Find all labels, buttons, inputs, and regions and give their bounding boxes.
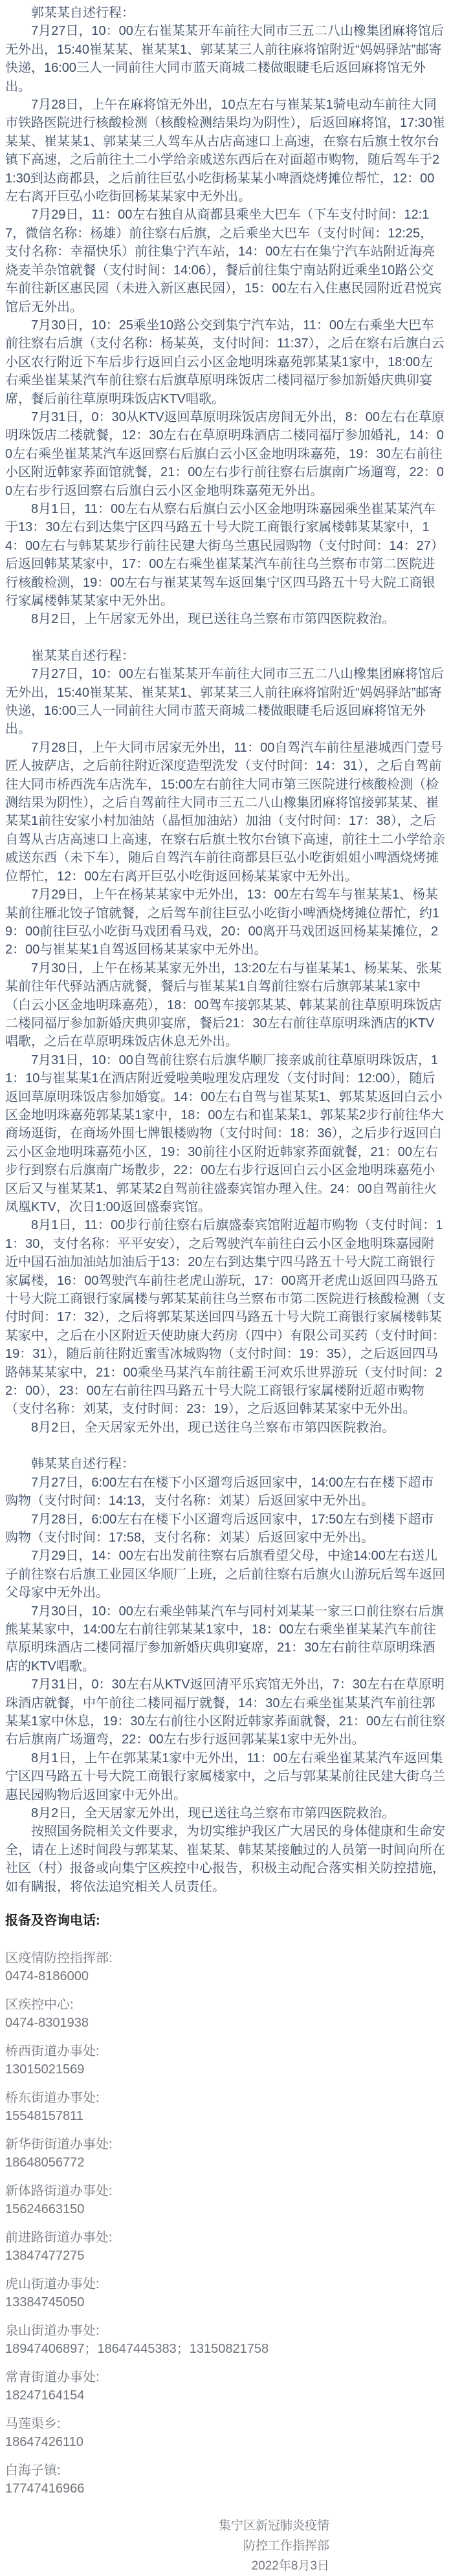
hotline-section-heading: 报备及咨询电话: xyxy=(5,1914,100,1928)
hotline-number: 13384745050 xyxy=(5,2295,85,2310)
hotline-number: 15548157811 xyxy=(5,2109,83,2124)
hotline-number: 17747416966 xyxy=(5,2482,85,2496)
hotline-label: 桥西街道办事处: xyxy=(5,2044,100,2059)
itinerary-paragraph: 8月1日，11：00左右从察右后旗白云小区金地明珠嘉园乘坐崔某某汽车于13：30左右到达集宁区四马路五十号大院工商银行家属楼韩某某家中，14：00左右与韩某某步行前往民建大街乌兰惠民园购物（支付时间：14：27）后返回韩某某家中，17：00左右乘坐崔某某汽车前往乌兰察布市第二医院进行核酸检测，19：00左右与崔某某驾车返回集宁区四马路五十号大院工商银行家属楼韩某某家中无外出。 xyxy=(5,501,444,608)
hotline-entry xyxy=(5,2042,446,2079)
hotline-entry xyxy=(5,2368,446,2405)
hotline-entry xyxy=(5,2415,446,2451)
itinerary-paragraph: 7月30日，10：00左右乘坐韩某汽车与同村刘某某一家三口前往察右后旗熊某某家中，14:00左右前往郭某某1家中，18：00左右乘坐崔某某汽车前往草原明珠酒店二楼同福厅参加新婚庆典卯宴席，21：30左右前往草原明珠酒店的KTV唱歌。 xyxy=(5,1604,444,1674)
hotline-number: 18247164154 xyxy=(5,2388,85,2403)
itinerary-paragraph: 8月2日，上午居家无外出，现已送往乌兰察布市第四医院救治。 xyxy=(31,612,395,627)
hotline-entry xyxy=(5,2461,446,2498)
hotline-label: 常青街道办事处: xyxy=(5,2370,100,2385)
hotline-list xyxy=(5,1949,446,2498)
itinerary-paragraph: 7月31日，0：30左右从KTV返回清平乐宾馆无外出，7：30左右在草原明珠酒店就餐，中午前往二楼同福厅就餐，14：30左右乘坐崔某某汽车前往郭某某1家中休息，19：30左右前往小区附近韩家荞面就餐，21：00左右前往察右后旗南广场遛弯，22：00左右步行返回郭某某1家中无外出。 xyxy=(5,1677,446,1747)
hotline-entry xyxy=(5,2275,446,2311)
hotline-number: 13015021569 xyxy=(5,2062,85,2077)
itinerary-paragraph: 7月31日，10：00自驾前往察右后旗华顺厂接亲戚前往草原明珠饭店，11：10与崔某某1在酒店附近爱啦美啦理发店理发（支付时间：12:00），随后返回草原明珠饭店参加婚宴。14：00左右自驾与崔某某1、郭某某返回白云小区金地明珠嘉苑郭某某1家中，18：00左右和崔某某1、郭某某2步行前往华大商场逛街，在商场外围七牌银楼购物（支付时间：18：36），之后步行返回白云小区金地明珠嘉苑小区，19：30前往小区附近韩家荞面就餐，21：00左右步行到察右后旗南广场散步，22：00左右步行返回白云小区金地明珠嘉苑小区后又与崔某某1、郭某某2自驾前往盛泰宾馆办理入住。24：00自驾前往火凤凰KTV，次日1:00返回盛泰宾馆。 xyxy=(5,1053,444,1214)
hotline-number: 15624663150 xyxy=(5,2202,85,2217)
hotline-entry xyxy=(5,1949,446,1985)
hotline-label: 泉山街道办事处: xyxy=(5,2324,100,2339)
itinerary-paragraph: 7月27日，10：00左右崔某某开车前往大同市三五二八山橡集团麻将馆后无外出，15:40崔某某、崔某某1、郭某某三人前往麻将馆附近“妈妈驿站”邮寄快递，16:00三人一同前往大同市蓝天商城二楼做眼睫毛后返回麻将馆无外出。 xyxy=(5,24,444,94)
hotline-entry xyxy=(5,2182,446,2218)
hotline-number: 18648056772 xyxy=(5,2156,85,2170)
itinerary-paragraph: 7月29日，11：00左右独自从商都县乘坐大巴车（下车支付时间：12:17，微信名称：杨雄）前往察右后旗，之后乘坐大巴车（支付时间：12:25，支付名称：幸福快乐）前往集宁汽车站，14：00左右在集宁汽车站附近海亮烧麦羊杂馆就餐（支付时间：14:06），餐后前往集宁南站附近乘坐10路公交车前往新区惠民园（未进入新区惠民园），15：00左右入住惠民园附近君悦宾馆后无外出。 xyxy=(5,208,442,314)
hotline-label: 新华街街道办事处: xyxy=(5,2137,113,2152)
itinerary-paragraph: 7月30日，10：25乘坐10路公交到集宁汽车站，11：00左右乘坐大巴车前往察右后旗（支付名称：杨某英，支付时间：11:37），之后在察右后旗白云小区农行附近下车后步行返回白云小区金地明珠嘉苑郭某某1家中，18:00左右乘坐崔某某汽车前往察右后旗草原明珠饭店二楼同福厅参加新婚庆典卯宴席，餐后前往草原明珠饭店KTV唱歌。 xyxy=(5,318,445,406)
itinerary-paragraph: 8月2日，全天居家无外出，现已送往乌兰察布市第四医院救治。 xyxy=(31,1420,395,1435)
section-guo-itinerary xyxy=(5,4,446,629)
hotline-entry xyxy=(5,2229,446,2265)
section-divider-gap xyxy=(5,629,446,647)
section-han-itinerary xyxy=(5,1455,446,1896)
itinerary-paragraph: 7月31日，0：30从KTV返回草原明珠饭店房间无外出，8：00左右在草原明珠饭店二楼就餐，12：30左右在草原明珠酒店二楼同福厅参加婚礼，14：00左右乘坐崔某某汽车返回察右后旗白云小区金地明珠嘉苑，19：30左右前往小区附近韩家荞面馆就餐，21：00左右步行前往察右后旗南广场遛弯，22：00左右步行返回察右后旗白云小区金地明珠嘉苑无外出。 xyxy=(5,409,445,498)
signature-org-line2: 防控工作指挥部 xyxy=(243,2539,329,2553)
notice-paragraph: 按照国务院相关文件要求，为切实维护我区广大居民的身体健康和生命安全，请在上述时间段与郭某某、崔某某、韩某某接触过的人员第一时间向所在社区（村）报备或向集宁区疾控中心报告，积极主动配合落实相关防控措施，如有瞒报，将依法追究相关人员责任。 xyxy=(5,1824,445,1894)
hotline-entry xyxy=(5,1996,446,2032)
signature-block xyxy=(5,2516,446,2576)
itinerary-paragraph: 8月2日，全天居家无外出，现已送往乌兰察布市第四医院救治。 xyxy=(31,1806,395,1820)
hotline-label: 白海子镇: xyxy=(5,2463,61,2478)
itinerary-paragraph: 8月1日，上午在郭某某1家中无外出，11：00左右乘坐崔某某汽车返回集宁区四马路五十号大院工商银行家属楼家中，之后与郭某某前往民建大街乌兰惠民园购物后返回家中无外出。 xyxy=(5,1751,445,1802)
hotline-number: 18947406897；18647445383；13150821758 xyxy=(5,2342,269,2357)
itinerary-paragraph: 7月28日，上午在麻将馆无外出，10点左右与崔某某1骑电动车前往大同市铁路医院进行核酸检测（核酸检测结果均为阴性），后返回麻将馆，17:30崔某某、崔某某1、郭某某三人驾车从古店高速口上高速，在察右后旗土牧尔台镇下高速，之后前往土二小学给亲戚送东西后在对面超市购物，随后驾车于21:30到达商都县，之后前往巨弘小吃街杨某某小啤酒烧烤摊位帮忙，12：00左右离开巨弘小吃街回杨某某家中无外出。 xyxy=(5,98,446,204)
hotline-number: 18647426110 xyxy=(5,2435,83,2450)
hotline-number: 13847477275 xyxy=(5,2249,85,2264)
hotline-entry xyxy=(5,2135,446,2172)
signature-org-line1: 集宁区新冠肺炎疫情 xyxy=(218,2519,329,2533)
hotline-label: 区疾控中心: xyxy=(5,1998,74,2013)
itinerary-paragraph: 7月29日，上午在杨某某家中无外出，13：00左右驾车与崔某某1、杨某某前往雁北饺子馆就餐，之后驾车前往巨弘小吃街小啤酒烧烤摊位帮忙，约19：00前往巨弘小吃街马戏团看马戏，20：00离开马戏团返回杨某某摊位，22：00与崔某某1自驾返回杨某某家中无外出。 xyxy=(5,888,440,957)
hotline-entry xyxy=(5,2322,446,2358)
hotline-label: 区疫情防控指挥部: xyxy=(5,1951,113,1966)
itinerary-paragraph: 7月29日，14：00左右出发前往察右后旗看望父母，中途14:00左右送儿子前往察右后旗工业园区华顺厂上班，之后前往察右后旗火山游玩后驾车返回父母家中无外出。 xyxy=(5,1549,445,1600)
itinerary-paragraph: 7月28日，上午大同市居家无外出，11：00自驾汽车前往星港城西门壹号匠人披萨店，之后前往附近深度造型洗发（支付时间：14：31），之后自驾前往大同市桥西洗车店洗车，15:00左右前往大同市第三医院进行核酸检测（检测结果为阴性），之后自驾前往大同市三五二八山橡集团麻将馆接郭某某、崔某某1前往安家小村加油站（晶恒加油站）加油（支付时间：17：38），之后自驾从古店高速口上高速，在察右后旗土牧尔台镇下高速，前往土二小学给亲戚送东西（未下车），随后自驾汽车前往商都县巨弘小吃街姐姐小啤酒烧烤摊位帮忙，12：00左右离开巨弘小吃街返回杨某某家中无外出。 xyxy=(5,740,445,884)
hotline-number: 0474-8186000 xyxy=(5,1969,89,1984)
itinerary-paragraph: 7月30日，上午在杨某某家无外出，13:20左右与崔某某1、杨某某、张某某前往年代驿站酒店就餐，餐后与崔某某1自驾前往察右后旗郭某某1家中（白云小区金地明珠嘉苑），18：00驾车接郭某某、韩某某前往草原明珠饭店二楼同福厅参加新婚庆典卯宴席，餐后21：30左右前往草原明珠酒店的KTV唱歌，之后在草原明珠饭店休息无外出。 xyxy=(5,961,442,1049)
section-title-cui: 崔某某自述行程： xyxy=(31,648,135,663)
itinerary-paragraph: 7月27日，6:00左右在楼下小区遛弯后返回家中，14:00左右在楼下超市购物（支付时间：14:13，支付名称：刘某）后返回家中无外出。 xyxy=(5,1475,434,1509)
section-cui-itinerary xyxy=(5,647,446,1437)
signature-date: 2022年8月3日 xyxy=(251,2559,329,2573)
hotline-label: 马莲渠乡: xyxy=(5,2417,61,2432)
section-title-han: 韩某某自述行程： xyxy=(31,1457,135,1472)
itinerary-paragraph: 7月27日，10：00左右崔某某开车前往大同市三五二八山橡集团麻将馆后无外出，15:40崔某某、崔某某1、郭某某三人前往麻将馆附近“妈妈驿站”邮寄快递，16:00三人一同前往大同市蓝天商城二楼做眼睫毛后返回麻将馆无外出。 xyxy=(5,667,444,737)
hotline-label: 虎山街道办事处: xyxy=(5,2277,100,2292)
section-divider-gap xyxy=(5,1437,446,1455)
hotline-number: 0474-8301938 xyxy=(5,2016,89,2031)
hotline-label: 前进路街道办事处: xyxy=(5,2231,113,2245)
itinerary-paragraph: 7月28日，6:00左右在楼下小区遛弯后返回家中，17:50左右到楼下超市购物（支付时间：17:58，支付名称：刘某）后返回家中无外出。 xyxy=(5,1512,434,1545)
section-title-guo: 郭某某自述行程： xyxy=(31,6,135,20)
hotline-label: 桥东街道办事处: xyxy=(5,2091,100,2106)
itinerary-paragraph: 8月1日，11：00步行前往察右后旗盛泰宾馆附近超市购物（支付时间：11：30，支付名称：平平安安），之后驾驶汽车前往白云小区金地明珠嘉园附近中国石油加油站加油后于13：20左右到达集宁四马路五十号大院工商银行家属楼，16：00驾驶汽车前往老虎山游玩，17：00离开老虎山返回四马路五十号大院工商银行家属楼与郭某某前往乌兰察布市第二医院进行核酸检测（支付时间：17：32），之后将郭某某送回四马路五十号大院工商银行家属楼韩某某家中，之后在小区附近天使助康大药房（四中）有限公司买药（支付时间：19：31），随后前往附近蜜雪冰城购物（支付时间：19：35），之后返回四马路韩某某家中，21：00乘坐马某汽车前往霸王河欢乐世界游玩（支付时间：22：00），23：00左右前往四马路五十号大院工商银行家属楼附近超市购物（支付名称：刘某，支付时间：23：19），之后返回韩某某家中无外出。 xyxy=(5,1218,445,1417)
hotline-entry xyxy=(5,2089,446,2125)
hotline-label: 新体路街道办事处: xyxy=(5,2184,113,2199)
